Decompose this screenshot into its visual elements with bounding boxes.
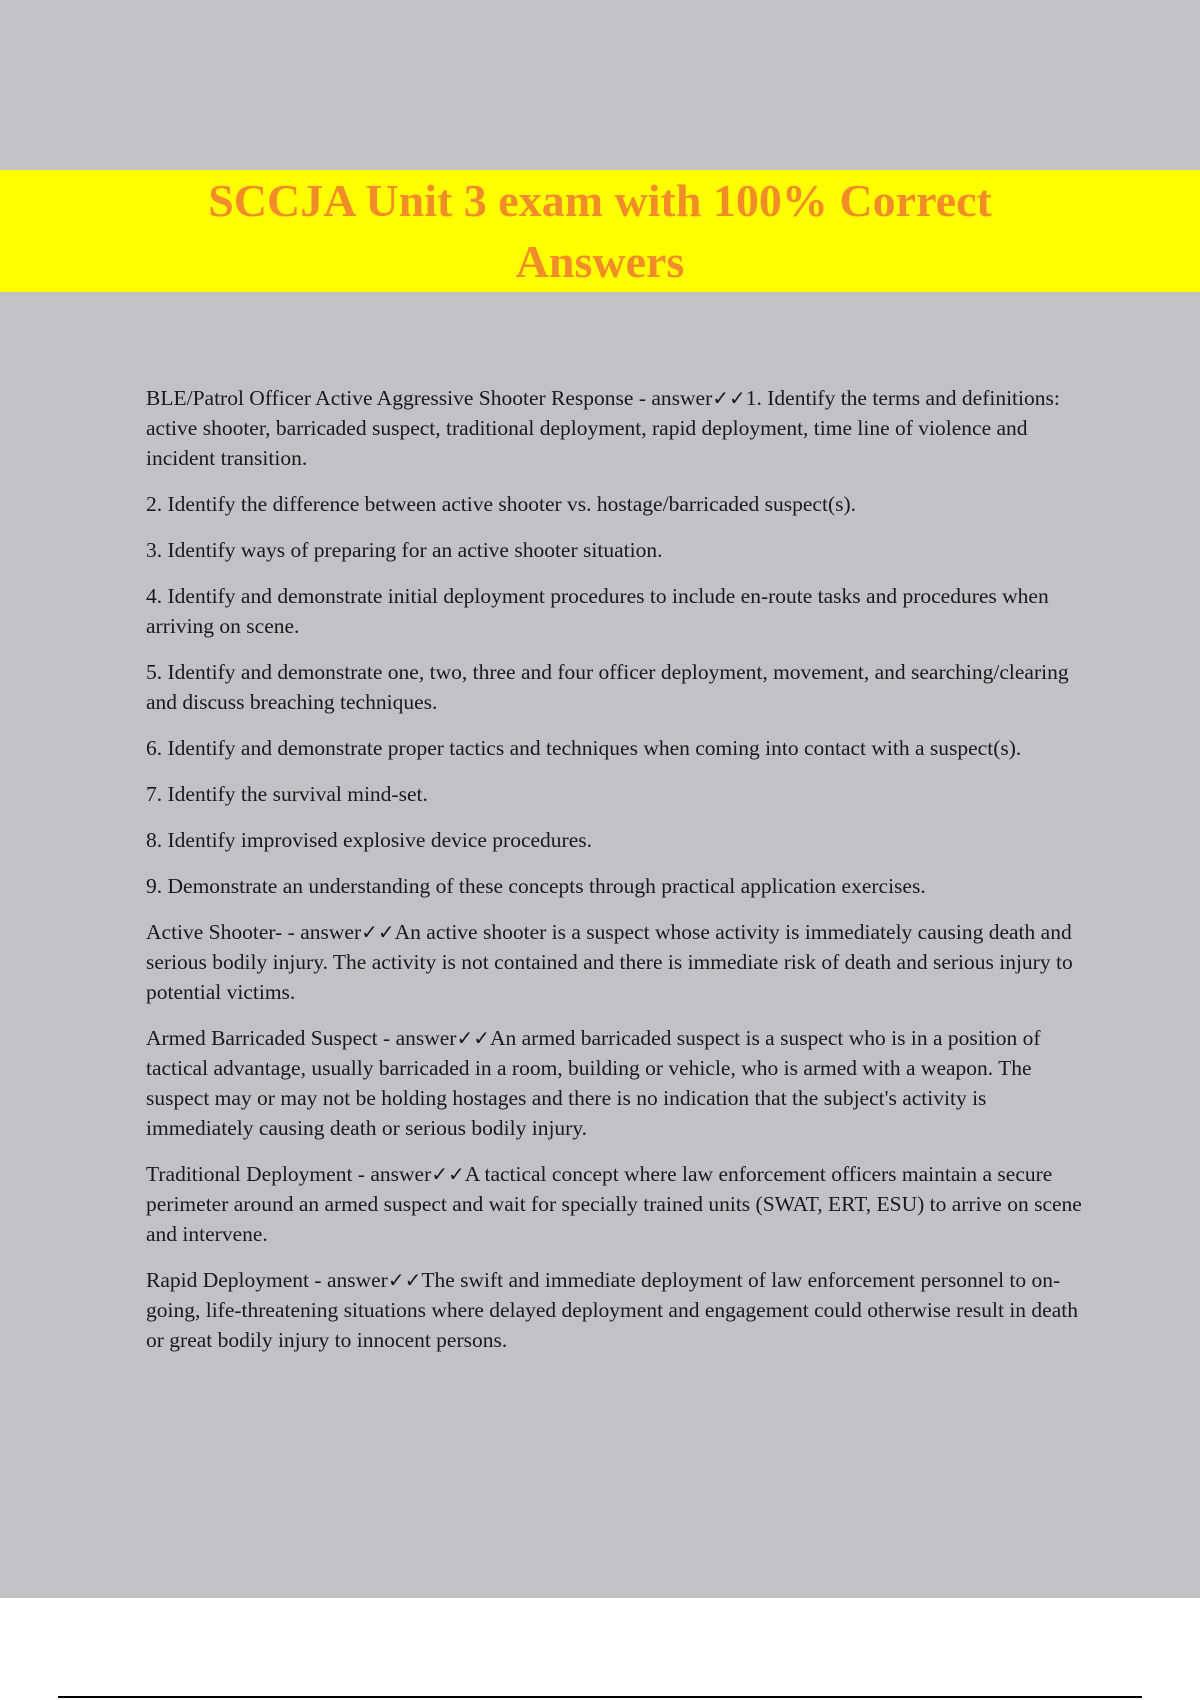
entry-text: 1. Identify the terms and definitions: active shooter, barricaded suspect, traditional deployment, rapid deployment, time line of violence and incident transition. [146, 386, 1060, 470]
entry-text: 9. Demonstrate an understanding of these concepts through practical application exercises. [146, 874, 926, 898]
title-line-2: Answers [515, 236, 685, 287]
entry-text: 5. Identify and demonstrate one, two, three and four officer deployment, movement, and searching/clearing and discuss breaching techniques. [146, 660, 1069, 714]
objective-item [146, 657, 1086, 717]
answer-label: answer [370, 1162, 432, 1186]
objective-item [146, 779, 1086, 809]
entry-text: 3. Identify ways of preparing for an active shooter situation. [146, 538, 663, 562]
double-check-icon: ✓✓ [712, 386, 746, 410]
objective-item [146, 535, 1086, 565]
objective-item [146, 871, 1086, 901]
qa-entry [146, 1159, 1086, 1249]
footer-divider [58, 1696, 1142, 1698]
entry-term: Traditional Deployment - [146, 1162, 371, 1186]
entry-text: An armed barricaded suspect is a suspect who is in a position of tactical advantage, usually barricaded in a room, building or vehicle, who is armed with a weapon. The suspect may or may not be holding hostages and there is no indication that the subject's activity is immediately causing death or serious bodily injury. [146, 1026, 1041, 1140]
entry-term: Active Shooter- - [146, 920, 301, 944]
entry-term: BLE/Patrol Officer Active Aggressive Shooter Response - [146, 386, 652, 410]
qa-entry [146, 383, 1086, 473]
entry-text: 4. Identify and demonstrate initial deployment procedures to include en-route tasks and procedures when arriving on scene. [146, 584, 1049, 638]
entry-text: A tactical concept where law enforcement officers maintain a secure perimeter around an armed suspect and wait for specially trained units (SWAT, ERT, ESU) to arrive on scene and intervene. [146, 1162, 1082, 1246]
qa-entry [146, 1023, 1086, 1143]
objective-item [146, 489, 1086, 519]
double-check-icon: ✓✓ [456, 1026, 490, 1050]
document-title [0, 170, 1200, 231]
entry-text: 2. Identify the difference between active shooter vs. hostage/barricaded suspect(s). [146, 492, 857, 516]
qa-entry [146, 917, 1086, 1007]
entry-text: 8. Identify improvised explosive device procedures. [146, 828, 592, 852]
answer-label: answer [326, 1268, 388, 1292]
entry-term: Armed Barricaded Suspect - [146, 1026, 396, 1050]
double-check-icon: ✓✓ [387, 1268, 422, 1292]
entry-text: An active shooter is a suspect whose activity is immediately causing death and serious bodily injury. The activity is not contained and there is immediate risk of death and serious injury to potential victims. [146, 920, 1073, 1004]
double-check-icon: ✓✓ [431, 1162, 465, 1186]
double-check-icon: ✓✓ [361, 920, 395, 944]
document-title-continued [0, 231, 1200, 292]
qa-entry [146, 1265, 1086, 1355]
title-block [0, 170, 1200, 292]
answer-label: answer [395, 1026, 457, 1050]
document-body [146, 383, 1086, 1371]
objective-item [146, 733, 1086, 763]
entry-text: 6. Identify and demonstrate proper tactics and techniques when coming into contact with a suspect(s). [146, 736, 1022, 760]
objective-item [146, 581, 1086, 641]
entry-text: The swift and immediate deployment of law enforcement personnel to on-going, life-threatening situations where delayed deployment and engagement could otherwise result in death or great bodily injury to innocent persons. [146, 1268, 1078, 1352]
entry-term: Rapid Deployment - [146, 1268, 327, 1292]
answer-label: answer [300, 920, 362, 944]
entry-text: 7. Identify the survival mind-set. [146, 782, 428, 806]
title-line-1: SCCJA Unit 3 exam with 100% Correct [208, 175, 992, 226]
answer-label: answer [651, 386, 713, 410]
objective-item [146, 825, 1086, 855]
